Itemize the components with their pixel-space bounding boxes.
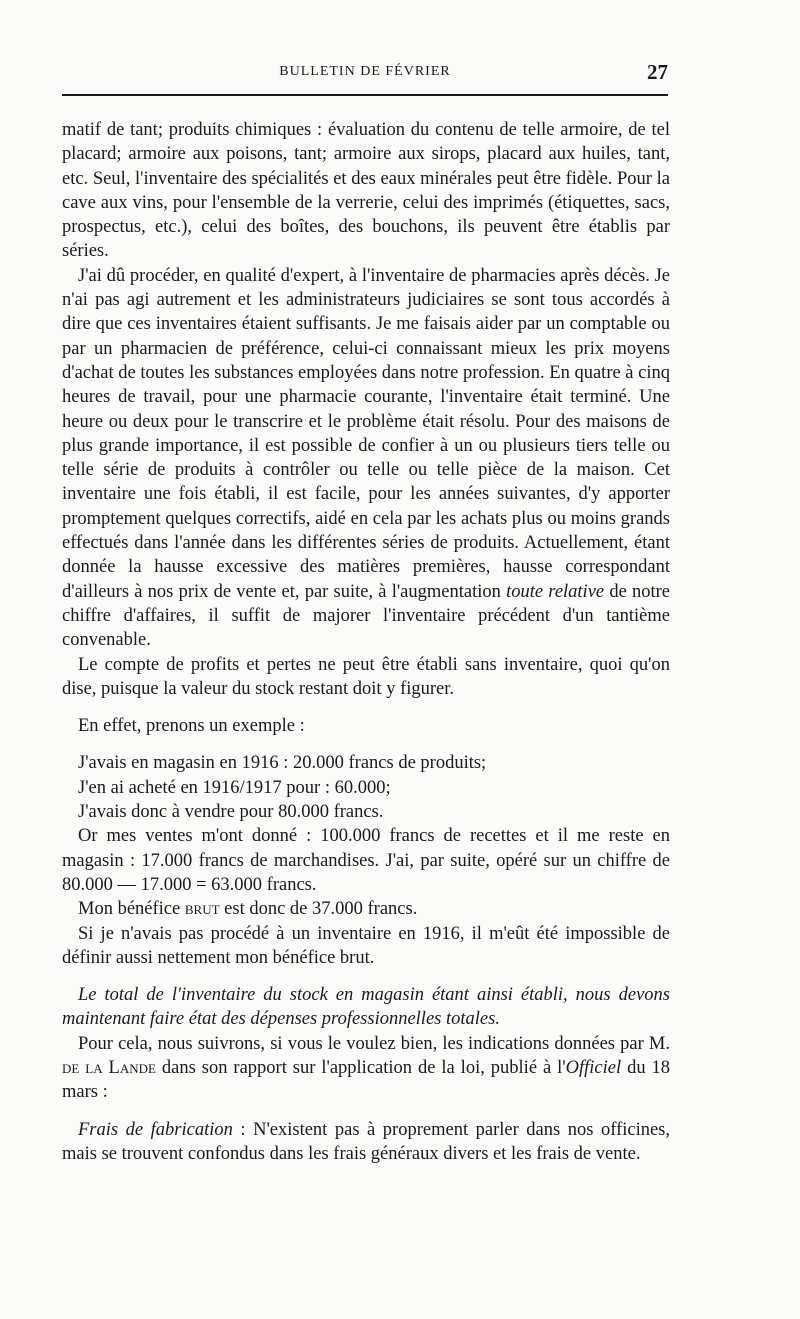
paragraph-8: Or mes ventes m'ont donné : 100.000 francs de recettes et il me reste en magasin : 17.000 francs de marchandises. J'ai, par suite, opéré sur un chiffre de 80.000 — 17.000 = 63.000 francs. <box>62 826 670 895</box>
paragraph-5: J'avais en magasin en 1916 : 20.000 francs de produits; <box>78 753 487 774</box>
paragraph-2 <box>62 264 670 653</box>
paragraph-13-text: : N'existent pas à proprement parler dans nos officines, mais se trouvent confondus dans les frais généraux divers et les frais de vente. <box>62 1119 671 1164</box>
paragraph-2-end: de notre chiffre d'affaires, il suffit de majorer l'inventaire précédent d'un tantième convenable. <box>62 581 671 651</box>
paragraph-2-italic: toute relative <box>506 581 605 602</box>
paragraph-6: J'en ai acheté en 1916/1917 pour : 60.000; <box>78 777 391 798</box>
paragraph-2-text: J'ai dû procéder, en qualité d'expert, à l'inventaire de pharmacies après décès. Je n'ai pas agi autrement et les administrateurs judiciaires se sont tous accordés à dire que ces inventaires étaient suffisants. Je me faisais aider par un comptable ou par un pharmacien de préférence, celui-ci connaissant mieux les prix moyens d'achat de toutes les substances employées dans notre profession. En quatre à cinq heures de travail, pour une pharmacie courante, l'inventaire était terminé. Une heure ou deux pour le transcrire et le problème était résolu. Pour des maisons de plus grande importance, il est possible de confier à un ou plusieurs tiers telle ou telle série de produits à contrôler ou telle ou telle pièce de la maison. Cet inventaire une fois établi, il est facile, pour les années suivantes, d'y apporter promptement quelques correctifs, aidé en cela par les achats plus ou moins grands effectués dans l'année dans les différentes séries de produits. Actuellement, étant donnée la hausse excessive des matières premières, hausse correspondant d'ailleurs à nos prix de vente et, par suite, à l'augmentation <box>62 265 670 602</box>
page-number: 27 <box>647 60 668 84</box>
paragraph-10: Si je n'avais pas procédé à un inventaire en 1916, il m'eût été impossible de définir aussi nettement mon bénéfice brut. <box>62 923 670 968</box>
paragraph-13 <box>62 1118 670 1167</box>
paragraph-9 <box>62 897 670 921</box>
paragraph-7: J'avais donc à vendre pour 80.000 francs. <box>78 802 384 823</box>
paragraph-3: Le compte de profits et pertes ne peut être établi sans inventaire, quoi qu'on dise, puisque la valeur du stock restant doit y figurer. <box>62 654 670 699</box>
paragraph-1: matif de tant; produits chimiques : évaluation du contenu de telle armoire, de tel placard; armoire aux poisons, tant; armoire aux sirops, placard aux huiles, tant, etc. Seul, l'inventaire des spécialités et des eaux minérales peut être fidèle. Pour la cave aux vins, pour l'ensemble de la verrerie, celui des imprimés (étiquettes, sacs, prospectus, etc.), celui des boîtes, des bouchons, ils peuvent être établis par séries. <box>62 120 670 262</box>
paragraph-13-italic: Frais de fabrication <box>78 1119 233 1140</box>
paragraph-12-end: du 18 mars : <box>62 1057 671 1103</box>
paragraph-12-smallcaps: de la Lande <box>62 1057 156 1078</box>
body-text <box>62 118 670 1166</box>
paragraph-4: En effet, prenons un exemple : <box>78 716 305 737</box>
paragraph-11: Le total de l'inventaire du stock en magasin étant ainsi établi, nous devons maintenant faire état des dépenses professionnelles totales. <box>62 985 670 1030</box>
paragraph-12-start: Pour cela, nous suivrons, si vous le voulez bien, les indications données par M. <box>78 1033 670 1054</box>
page-header <box>62 60 668 96</box>
paragraph-12 <box>62 1032 670 1105</box>
paragraph-9-start: Mon bénéfice <box>78 899 181 920</box>
paragraph-12-mid: dans son rapport sur l'application de la loi, publié à l' <box>161 1057 566 1078</box>
running-title: BULLETIN DE FÉVRIER <box>279 64 451 79</box>
paragraph-12-italic: Officiel <box>565 1057 622 1078</box>
paragraph-9-smallcaps: brut <box>184 899 220 920</box>
paragraph-9-end: est donc de 37.000 francs. <box>224 899 418 920</box>
